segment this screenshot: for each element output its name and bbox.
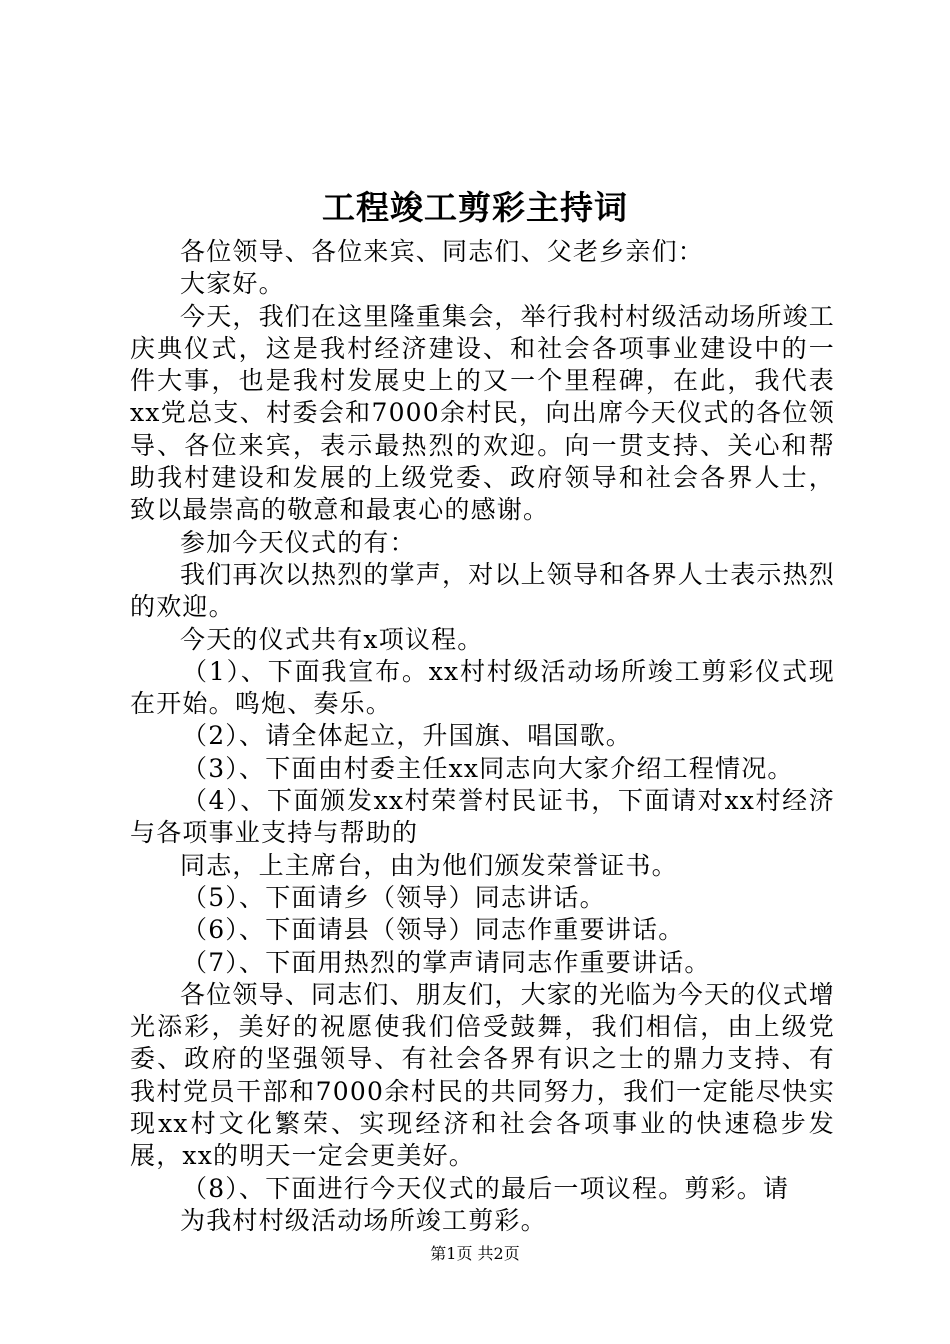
document-body xyxy=(130,236,835,1237)
closing-paragraph: 各位领导、同志们、朋友们，大家的光临为今天的仪式增光添彩，美好的祝愿使我们倍受鼓舞，我们相信，由上级党委、政府的坚强领导、有社会各界有识之士的鼎力支持、有我村党员干部和7000余村民的共同努力，我们一定能尽快实现xx村文化繁荣、实现经济和社会各项事业的快速稳步发展，xx的明天一定会更美好。 xyxy=(130,979,836,1171)
agenda-item-8-continued: 为我村村级活动场所竣工剪彩。 xyxy=(180,1205,547,1235)
agenda-item-2: （2）、请全体起立，升国旗、唱国歌。 xyxy=(182,721,633,751)
agenda-item-1: （1）、下面我宣布。xx村村级活动场所竣工剪彩仪式现在开始。鸣炮、奏乐。 xyxy=(130,656,835,719)
agenda-item-6: （6）、下面请县（领导）同志作重要讲话。 xyxy=(182,915,685,945)
agenda-item-5: （5）、下面请乡（领导）同志讲话。 xyxy=(182,882,606,912)
agenda-item-8: （8）、下面进行今天仪式的最后一项议程。剪彩。请 xyxy=(182,1173,790,1203)
agenda-item-4-continued: 同志，上主席台，由为他们颁发荣誉证书。 xyxy=(180,850,678,880)
page-footer: 第1页 共2页 xyxy=(430,1244,520,1263)
greeting-paragraph: 各位领导、各位来宾、同志们、父老乡亲们： xyxy=(180,237,705,266)
agenda-intro-paragraph: 今天的仪式共有x项议程。 xyxy=(180,624,484,654)
hello-paragraph: 大家好。 xyxy=(180,269,285,299)
opening-paragraph: 今天，我们在这里隆重集会，举行我村村级活动场所竣工庆典仪式，这是我村经济建设、和社会各项事业建设中的一件大事，也是我村发展史上的又一个里程碑，在此，我代表xx党总支、村委会和7000余村民，向出席今天仪式的各位领导、各位来宾，表示最热烈的欢迎。向一贯支持、关心和帮助我村建设和发展的上级党委、政府领导和社会各界人士，致以最崇高的敬意和最衷心的感谢。 xyxy=(130,301,836,525)
document-title: 工程竣工剪彩主持词 xyxy=(322,188,628,227)
agenda-item-3: （3）、下面由村委主任xx同志向大家介绍工程情况。 xyxy=(182,753,794,783)
welcome-paragraph: 我们再次以热烈的掌声，对以上领导和各界人士表示热烈的欢迎。 xyxy=(130,559,836,622)
attendees-paragraph: 参加今天仪式的有： xyxy=(180,527,416,557)
agenda-item-7: （7）、下面用热烈的掌声请同志作重要讲话。 xyxy=(182,947,711,977)
agenda-item-4: （4）、下面颁发xx村荣誉村民证书，下面请对xx村经济与各项事业支持与帮助的 xyxy=(130,786,835,848)
